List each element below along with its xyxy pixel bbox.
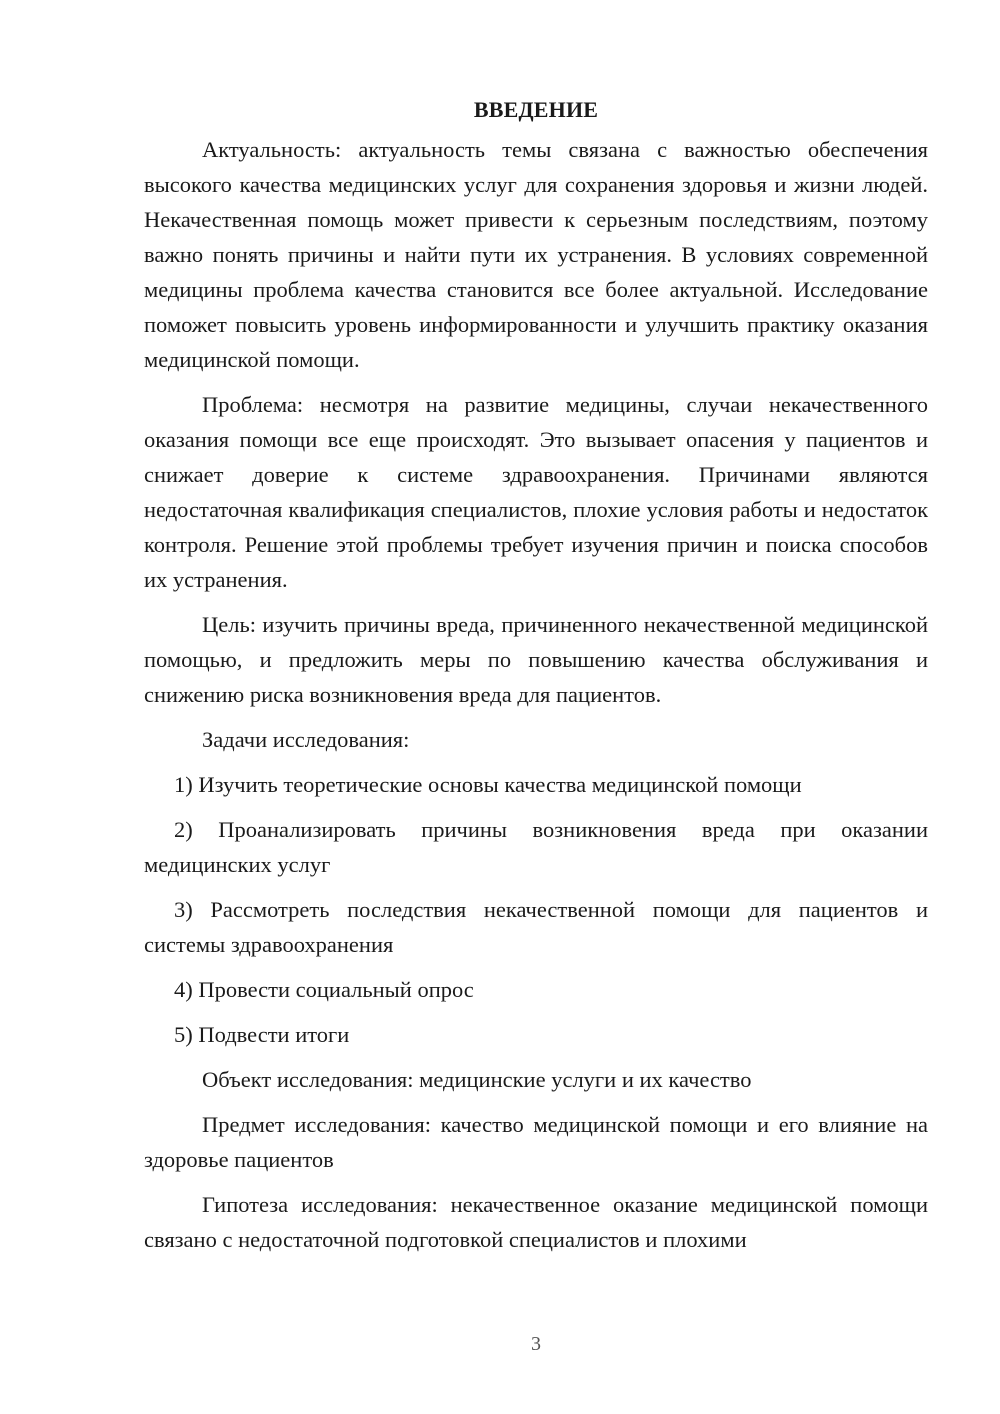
research-object-paragraph: Объект исследования: медицинские услуги и их качество	[202, 1067, 752, 1092]
page-number: 3	[531, 1333, 541, 1355]
section-title: ВВЕДЕНИЕ	[473, 97, 599, 122]
task-item-2: 2) Проанализировать причины возникновения вреда при оказании медицинских услуг	[144, 817, 928, 877]
tasks-heading: Задачи исследования:	[202, 727, 410, 752]
task-item-3: 3) Рассмотреть последствия некачественной помощи для пациентов и системы здравоохранения	[144, 897, 928, 957]
task-item-5: 5) Подвести итоги	[174, 1022, 350, 1047]
document-body	[144, 92, 928, 1267]
hypothesis-paragraph: Гипотеза исследования: некачественное оказание медицинской помощи связано с недостаточной подготовкой специалистов и плохими	[144, 1192, 928, 1252]
research-subject-paragraph: Предмет исследования: качество медицинской помощи и его влияние на здоровье пациентов	[144, 1112, 928, 1172]
goal-paragraph: Цель: изучить причины вреда, причиненного некачественной медицинской помощью, и предложить меры по повышению качества обслуживания и снижению риска возникновения вреда для пациентов.	[144, 612, 928, 707]
relevance-paragraph: Актуальность: актуальность темы связана с важностью обеспечения высокого качества медицинских услуг для сохранения здоровья и жизни людей. Некачественная помощь может привести к серьезным последствиям, поэтому важно понять причины и найти пути их устранения. В условиях современной медицины проблема качества становится все более актуальной. Исследование поможет повысить уровень информированности и улучшить практику оказания медицинской помощи.	[144, 137, 928, 372]
problem-paragraph: Проблема: несмотря на развитие медицины, случаи некачественного оказания помощи все еще происходят. Это вызывает опасения у пациентов и снижает доверие к системе здравоохранения. Причинами являются недостаточная квалификация специалистов, плохие условия работы и недостаток контроля. Решение этой проблемы требует изучения причин и поиска способов их устранения.	[144, 392, 928, 592]
task-item-1: 1) Изучить теоретические основы качества медицинской помощи	[174, 772, 802, 797]
task-item-4: 4) Провести социальный опрос	[174, 977, 474, 1002]
